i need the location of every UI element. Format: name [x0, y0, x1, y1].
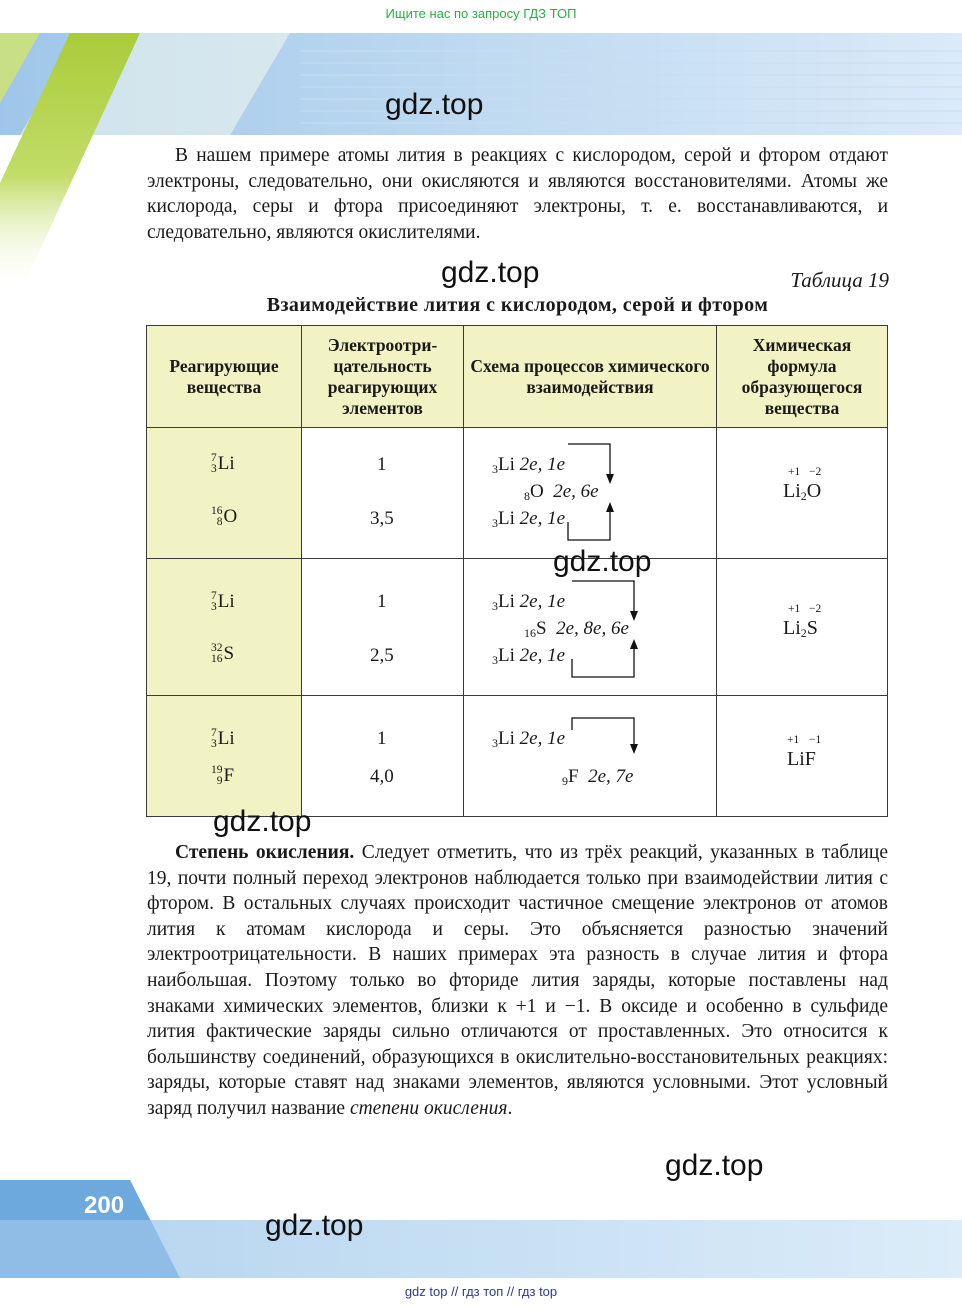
- substances-cell: [147, 428, 302, 559]
- page-number: 200: [84, 1192, 125, 1219]
- en-value: 3,5: [370, 508, 394, 529]
- header-scheme: Схема процессов химического взаимодействия: [464, 326, 717, 428]
- scheme-x-line: $_{16}$S 2e, 8e, 6e: [524, 618, 629, 640]
- table-caption: Таблица 19: [790, 268, 889, 292]
- term-oxidation-state: степени окисления: [349, 1097, 508, 1119]
- en-value: 1: [377, 454, 387, 475]
- table-title: Взаимодействие лития с кислородом, серой и фтором: [266, 294, 769, 316]
- table-row: [147, 428, 888, 559]
- footer-links: gdz top // гдз топ // гдз top: [404, 1284, 558, 1299]
- watermark: gdz.top: [265, 1209, 364, 1242]
- watermark: gdz.top: [553, 545, 652, 578]
- scheme-li-line: $_3$Li 2e, 1e: [492, 645, 566, 667]
- intro-paragraph: В нашем примере атомы лития в реакциях с кислородом, серой и фтором отдают электроны, следовательно, они окисляются и являются восстановителями. Атомы же кислорода, серы и фтора присоединяют электроны, т. е. восстанавливаются, и следовательно, являются окислителями.: [147, 145, 888, 243]
- table-row: [147, 696, 888, 817]
- isotope-o: 16 8 O: [211, 505, 238, 528]
- header-electronegativity: Электроотри-цательность реагирующих элементов: [302, 326, 464, 428]
- substances-cell: [147, 559, 302, 696]
- formula-li2o: +1 −2 $Li_2O$: [783, 466, 822, 503]
- substances-cell: [147, 696, 302, 817]
- electronegativity-cell: [302, 696, 464, 817]
- electron-transfer-arrow: [564, 436, 624, 546]
- scheme-cell: [464, 428, 717, 559]
- electronegativity-cell: [302, 428, 464, 559]
- en-value: 4,0: [370, 766, 394, 787]
- isotope-li: 7 3 Li: [211, 590, 235, 613]
- scheme-x-line: $_8$O 2e, 6e: [524, 481, 599, 503]
- watermark: gdz.top: [441, 256, 540, 289]
- formula-cell: [717, 696, 888, 817]
- oxidation-state-paragraph: Степень окисления. Следует отметить, что из трёх реакций, указанных в таблице 19, почти полный переход электронов наблюдается только при взаимодействии лития с фтором. В остальных случаях происходит частичное смещение электронов от атомов лития к атомам кислорода и серы. Это объясняется разностью значений электроотрицательности. В наших примерах эта разность в случае лития и фтора наибольшая. Поэтому только во фториде лития заряды, которые поставлены над знаками химических элементов, близки к +1 и −1. В оксиде и особенно в сульфиде лития фактические заряды сильно отличаются от проставленных. Это относится к большинству соединений, образующихся в окислительно-восстановительных реакциях: заряды, которые ставят над знаками элементов, являются условными. Этот условный заряд получил название степени окисления.: [147, 842, 888, 1119]
- electron-transfer-arrow: [568, 710, 638, 760]
- scheme-li-line: $_3$Li 2e, 1e: [492, 454, 566, 476]
- header-formula: Химическая формула образующегося вещества: [717, 326, 888, 428]
- lithium-interaction-table: [146, 325, 888, 817]
- formula-li2s: +1 −2 $Li_2S$: [783, 603, 822, 640]
- isotope-s: 32 16 S: [211, 642, 235, 665]
- scheme-x-line: $_9$F 2e, 7e: [562, 766, 634, 788]
- en-value: 2,5: [370, 645, 394, 666]
- watermark: gdz.top: [385, 88, 484, 121]
- scheme-li-line: $_3$Li 2e, 1e: [492, 508, 566, 530]
- table-row: [147, 559, 888, 696]
- term-heading: Степень окисления.: [175, 842, 355, 863]
- electronegativity-cell: [302, 559, 464, 696]
- scheme-li-line: $_3$Li 2e, 1e: [492, 591, 566, 613]
- scheme-cell: [464, 696, 717, 817]
- formula-lif: +1 −1 LiF: [787, 734, 822, 770]
- scheme-cell: [464, 559, 717, 696]
- header-substances: Реагирующие вещества: [147, 326, 302, 428]
- isotope-f: 19 9 F: [211, 764, 235, 787]
- en-value: 1: [377, 728, 387, 749]
- table-header-row: [147, 326, 888, 428]
- isotope-li: 7 3 Li: [211, 452, 235, 475]
- formula-cell: [717, 428, 888, 559]
- footer-band: [0, 1180, 962, 1278]
- scheme-li-line: $_3$Li 2e, 1e: [492, 728, 566, 750]
- watermark: gdz.top: [665, 1149, 764, 1182]
- isotope-li: 7 3 Li: [211, 727, 235, 750]
- formula-cell: [717, 559, 888, 696]
- watermark: gdz.top: [213, 805, 312, 838]
- electron-transfer-arrow: [568, 573, 638, 683]
- en-value: 1: [377, 591, 387, 612]
- search-hint: Ищите нас по запросу ГДЗ ТОП: [385, 6, 577, 21]
